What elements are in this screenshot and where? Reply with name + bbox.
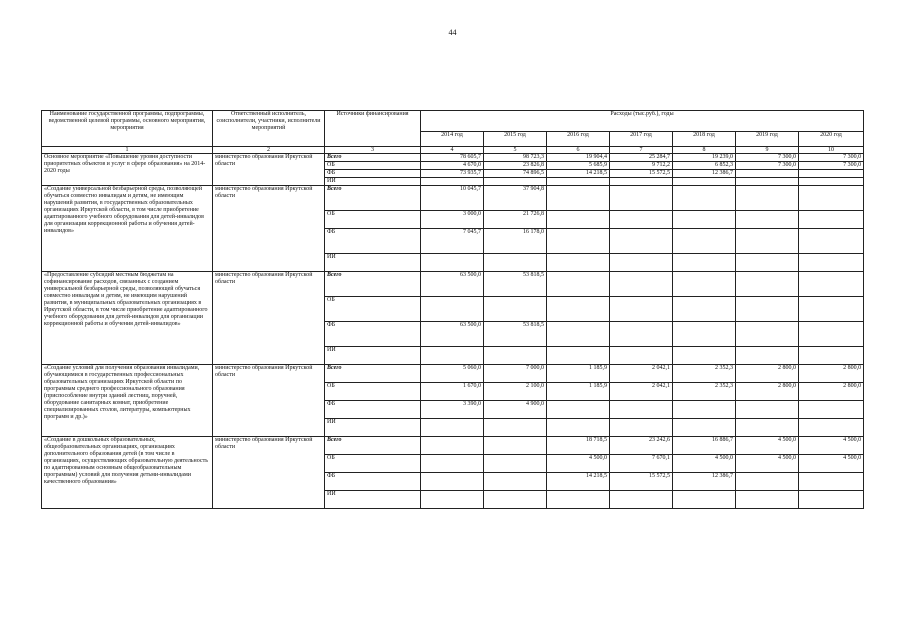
measure-name: «Создание условий для получения образования инвалидами, обучающимися в государственных профессиональных образовательных организациях Иркутской области по программам среднего профессионального образования (приспособление внутри зданий лестниц, поручней, оборудование санитарных комнат, приобретение специализированных столов, литературы, компьютерных программ и др.)» — [42, 365, 213, 437]
column-number: 8 — [673, 147, 736, 154]
expense-value: 12 386,7 — [673, 473, 736, 491]
expense-value — [799, 401, 864, 419]
funding-source: ОБ — [325, 211, 421, 229]
expense-value — [484, 437, 547, 455]
expense-value: 4 500,0 — [799, 455, 864, 473]
expense-value: 4 500,0 — [799, 437, 864, 455]
expense-value — [736, 170, 799, 178]
expense-value — [736, 186, 799, 211]
funding-source: Всего — [325, 437, 421, 455]
column-number: 1 — [42, 147, 213, 154]
expense-value: 2 352,3 — [673, 365, 736, 383]
expense-value — [547, 419, 610, 437]
expense-value — [736, 211, 799, 229]
expense-value — [610, 347, 673, 365]
executor: министерство образования Иркутской области — [213, 365, 325, 437]
column-number: 6 — [547, 147, 610, 154]
expense-value: 15 572,5 — [610, 473, 673, 491]
measure-name: «Создание универсальной безбарьерной среды, позволяющей обучаться совместно инвалидам и детям, не имеющим нарушений развития, в государственных образовательных организациях Иркутской области, в том числе приобретение адаптированного учебного оборудования для детей-инвалидов для организации коррекционной работы и обучения детей-инвалидов» — [42, 186, 213, 272]
expense-value: 74 896,5 — [484, 170, 547, 178]
expense-value — [547, 229, 610, 254]
header-year: 2019 год — [736, 132, 799, 147]
expense-value — [673, 491, 736, 509]
measure-name: «Предоставление субсидий местным бюджетам на софинансирование расходов, связанных с созданием универсальной безбарьерной среды, позволяющей обучаться совместно инвалидам и детям, не имеющим нарушений развития, в муниципальных образовательных организациях в Иркутской области, в том числе приобретение адаптированного учебного оборудования для детей-инвалидов для организации коррекционной работы и обучения детей-инвалидов» — [42, 272, 213, 365]
expense-value: 16 178,0 — [484, 229, 547, 254]
expense-value — [484, 419, 547, 437]
expense-value: 1 185,9 — [547, 383, 610, 401]
expense-value — [799, 347, 864, 365]
expense-value: 63 500,0 — [421, 322, 484, 347]
expense-value — [799, 186, 864, 211]
column-number: 3 — [325, 147, 421, 154]
expense-value: 4 500,0 — [673, 455, 736, 473]
header-year: 2015 год — [484, 132, 547, 147]
expense-value — [799, 473, 864, 491]
expense-value — [610, 419, 673, 437]
executor: министерство образования Иркутской области — [213, 437, 325, 509]
expense-value: 2 800,0 — [736, 383, 799, 401]
expense-value — [610, 229, 673, 254]
expense-value — [421, 254, 484, 272]
funding-source: ОБ — [325, 162, 421, 170]
expense-value: 63 500,0 — [421, 272, 484, 297]
expense-value: 19 904,4 — [547, 154, 610, 162]
expense-value: 4 500,0 — [547, 455, 610, 473]
expense-value — [421, 455, 484, 473]
expense-value: 7 300,0 — [799, 162, 864, 170]
expense-value — [547, 211, 610, 229]
header-year: 2016 год — [547, 132, 610, 147]
column-number: 7 — [610, 147, 673, 154]
expense-value — [421, 491, 484, 509]
expense-value: 12 386,7 — [673, 170, 736, 178]
funding-source: Всего — [325, 365, 421, 383]
expense-value — [799, 211, 864, 229]
funding-source: ОБ — [325, 383, 421, 401]
expense-value — [799, 491, 864, 509]
expense-value — [547, 254, 610, 272]
expense-value — [673, 186, 736, 211]
expense-value: 1 185,9 — [547, 365, 610, 383]
expense-value: 10 045,7 — [421, 186, 484, 211]
expense-value — [799, 272, 864, 297]
expense-value — [736, 419, 799, 437]
expense-value: 7 670,1 — [610, 455, 673, 473]
expense-value: 78 605,7 — [421, 154, 484, 162]
funding-source: ИИ — [325, 347, 421, 365]
measure-name: «Создание в дошкольных образовательных, общеобразовательных организациях, организациях дополнительного образования детей (в том числе в организациях, осуществляющих образовательную деятельность по адаптированным основным общеобразовательным программам) условий для получения детьми-инвалидами качественного образования» — [42, 437, 213, 509]
header-name: Наименование государственной программы, подпрограммы, ведомственной целевой программы, основного мероприятия, мероприятия — [42, 111, 213, 147]
expense-value — [673, 211, 736, 229]
expense-value: 7 045,7 — [421, 229, 484, 254]
expense-value — [547, 186, 610, 211]
expense-value — [799, 322, 864, 347]
expense-value: 1 670,0 — [421, 383, 484, 401]
expense-value — [610, 491, 673, 509]
expense-value — [421, 437, 484, 455]
executor: министерство образования Иркутской области — [213, 186, 325, 272]
funding-source: ИИ — [325, 419, 421, 437]
expense-value: 4 500,0 — [736, 437, 799, 455]
expense-value: 37 904,8 — [484, 186, 547, 211]
expense-value — [673, 347, 736, 365]
expense-value: 2 100,0 — [484, 383, 547, 401]
expense-value — [736, 254, 799, 272]
table-row — [42, 186, 864, 211]
expense-value — [484, 178, 547, 186]
expense-value: 7 000,0 — [484, 365, 547, 383]
table-row — [42, 365, 864, 383]
expense-value — [673, 419, 736, 437]
expense-value: 2 800,0 — [799, 365, 864, 383]
column-number: 2 — [213, 147, 325, 154]
expense-value: 4 670,0 — [421, 162, 484, 170]
funding-source: Всего — [325, 154, 421, 162]
expense-value — [736, 401, 799, 419]
funding-source: ФБ — [325, 229, 421, 254]
expense-value — [736, 491, 799, 509]
executor: министерство образования Иркутской области — [213, 154, 325, 186]
expense-value — [484, 254, 547, 272]
expense-value — [547, 491, 610, 509]
expense-value: 2 352,3 — [673, 383, 736, 401]
expense-value: 2 800,0 — [799, 383, 864, 401]
expense-value: 7 300,0 — [799, 154, 864, 162]
expense-value: 3 000,0 — [421, 211, 484, 229]
expense-value — [736, 178, 799, 186]
expense-value: 9 712,2 — [610, 162, 673, 170]
funding-source: ОБ — [325, 455, 421, 473]
expense-value: 19 239,0 — [673, 154, 736, 162]
expense-value — [799, 419, 864, 437]
expense-value: 6 852,3 — [673, 162, 736, 170]
expense-value — [484, 347, 547, 365]
column-number: 9 — [736, 147, 799, 154]
expense-value — [484, 297, 547, 322]
expense-value — [736, 297, 799, 322]
expense-value — [736, 272, 799, 297]
expense-value: 18 718,5 — [547, 437, 610, 455]
expense-value — [673, 401, 736, 419]
expense-value — [610, 211, 673, 229]
expense-value — [673, 272, 736, 297]
page-number: 44 — [448, 28, 457, 37]
expense-value — [736, 322, 799, 347]
expense-value — [673, 297, 736, 322]
expense-value: 5 685,9 — [547, 162, 610, 170]
expense-value — [547, 401, 610, 419]
expense-value — [799, 229, 864, 254]
expense-value — [610, 178, 673, 186]
expense-value — [736, 347, 799, 365]
expense-value — [799, 170, 864, 178]
expense-value — [799, 254, 864, 272]
expense-value: 7 300,0 — [736, 154, 799, 162]
expense-value — [484, 491, 547, 509]
expense-value: 16 886,7 — [673, 437, 736, 455]
expense-value: 14 218,5 — [547, 170, 610, 178]
expense-value — [547, 322, 610, 347]
expense-value — [736, 229, 799, 254]
expense-value — [736, 473, 799, 491]
measure-name: Основное мероприятие «Повышение уровня доступности приоритетных объектов и услуг в сфере образования» на 2014-2020 годы — [42, 154, 213, 186]
expense-value — [547, 178, 610, 186]
expense-value: 23 242,6 — [610, 437, 673, 455]
expense-value — [421, 178, 484, 186]
funding-source: ФБ — [325, 473, 421, 491]
expense-value: 2 042,1 — [610, 383, 673, 401]
funding-source: ИИ — [325, 254, 421, 272]
funding-source: ОБ — [325, 297, 421, 322]
funding-source: ФБ — [325, 322, 421, 347]
expense-value: 15 572,5 — [610, 170, 673, 178]
executor: министерство образования Иркутской области — [213, 272, 325, 365]
funding-source: ФБ — [325, 170, 421, 178]
header-year: 2020 год — [799, 132, 864, 147]
expense-value — [799, 297, 864, 322]
expense-value — [421, 473, 484, 491]
expense-value: 5 060,0 — [421, 365, 484, 383]
expense-value — [421, 419, 484, 437]
column-number: 4 — [421, 147, 484, 154]
header-year: 2018 год — [673, 132, 736, 147]
expense-value — [610, 186, 673, 211]
table-row — [42, 272, 864, 297]
expense-value — [610, 322, 673, 347]
header-year: 2014 год — [421, 132, 484, 147]
funding-source: Всего — [325, 272, 421, 297]
expense-value — [610, 272, 673, 297]
expense-value — [610, 297, 673, 322]
expense-value — [673, 254, 736, 272]
expense-value: 4 500,0 — [736, 455, 799, 473]
expense-value: 53 818,5 — [484, 322, 547, 347]
expense-value — [547, 272, 610, 297]
expense-value: 2 042,1 — [610, 365, 673, 383]
funding-source: ИИ — [325, 178, 421, 186]
expense-value — [673, 229, 736, 254]
expense-value — [547, 297, 610, 322]
expense-value: 73 935,7 — [421, 170, 484, 178]
expense-value — [673, 178, 736, 186]
expense-value — [673, 322, 736, 347]
expense-value — [610, 401, 673, 419]
expenses-table — [41, 110, 864, 509]
expense-value — [421, 297, 484, 322]
expense-value: 25 284,7 — [610, 154, 673, 162]
table-row — [42, 154, 864, 162]
expense-value: 4 900,0 — [484, 401, 547, 419]
expense-value: 14 218,5 — [547, 473, 610, 491]
funding-source: ИИ — [325, 491, 421, 509]
header-year: 2017 год — [610, 132, 673, 147]
expense-value: 3 390,0 — [421, 401, 484, 419]
expense-value: 23 826,8 — [484, 162, 547, 170]
funding-source: ФБ — [325, 401, 421, 419]
column-number: 5 — [484, 147, 547, 154]
expense-value: 21 726,8 — [484, 211, 547, 229]
expense-value — [484, 455, 547, 473]
funding-source: Всего — [325, 186, 421, 211]
expense-value — [547, 347, 610, 365]
expense-value — [610, 254, 673, 272]
column-number: 10 — [799, 147, 864, 154]
header-executor: Ответственный исполнитель, соисполнители, участники, исполнители мероприятий — [213, 111, 325, 147]
expense-value: 2 800,0 — [736, 365, 799, 383]
expense-value: 7 300,0 — [736, 162, 799, 170]
expense-value: 53 818,5 — [484, 272, 547, 297]
expense-value — [484, 473, 547, 491]
expense-value — [421, 347, 484, 365]
header-expenses: Расходы (тыс.руб.), годы — [421, 111, 864, 132]
table-row — [42, 437, 864, 455]
expense-value — [799, 178, 864, 186]
expense-value: 98 723,3 — [484, 154, 547, 162]
header-source: Источники финансирования — [325, 111, 421, 147]
